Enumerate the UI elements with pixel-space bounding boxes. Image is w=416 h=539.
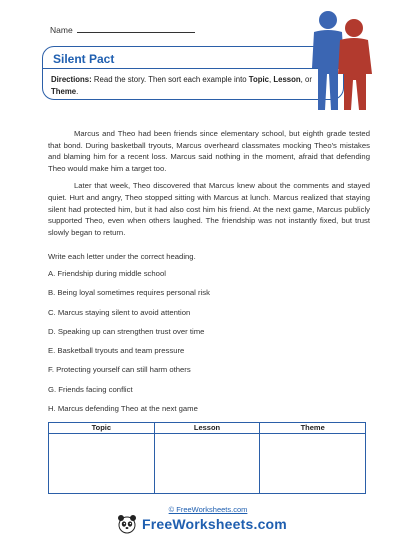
list-item: A. Friendship during middle school <box>48 269 166 278</box>
story-paragraph: Marcus and Theo had been friends since elementary school, but eighth grade tested that bond. During basketball tryouts, Marcus overheard classmates mocking Theo's mistakes and blaming him for a recent loss. Marcus said nothing in the moment, afraid that defending Theo would make him a target too. <box>48 129 370 173</box>
term-lesson: Lesson <box>273 75 301 84</box>
term-theme: Theme <box>51 87 77 96</box>
directions-label: Directions: <box>51 75 92 84</box>
red-figure-icon <box>338 19 372 110</box>
topic-column[interactable] <box>49 423 155 493</box>
column-header-theme: Theme <box>260 423 365 434</box>
list-item: E. Basketball tryouts and team pressure <box>48 346 185 356</box>
column-header-topic: Topic <box>49 423 154 434</box>
two-friends-illustration <box>298 8 382 112</box>
lesson-column[interactable] <box>155 423 261 493</box>
list-item: G. Friends facing conflict <box>48 384 133 394</box>
copyright-link[interactable]: © FreeWorksheets.com <box>168 505 248 514</box>
list-item: F. Protecting yourself can still harm others <box>48 365 191 375</box>
column-header-lesson: Lesson <box>155 423 260 434</box>
panda-mascot-icon <box>116 513 138 535</box>
term-topic: Topic <box>248 75 269 84</box>
list-item: D. Speaking up can strengthen trust over time <box>48 326 205 336</box>
name-label: Name <box>50 25 73 35</box>
story-paragraph: Later that week, Theo discovered that Marcus knew about the comments and stayed quiet. Hurt and angry, Theo stopped sitting with Marcus at lunch. Marcus realized that staying silent had protected him, but it had also cost him his friend. At the next game, Marcus publicly supported Theo, even when others laughed. The friendship was not instantly fixed, but trust slowly began to return. <box>48 181 370 237</box>
brand-logo <box>116 513 287 535</box>
brand-name: FreeWorksheets.com <box>142 516 287 532</box>
example-list <box>48 268 210 422</box>
story-text <box>48 128 370 244</box>
list-item: C. Marcus staying silent to avoid attention <box>48 307 191 317</box>
sorting-instruction: Write each letter under the correct heading. <box>48 252 196 261</box>
theme-column[interactable] <box>260 423 365 493</box>
worksheet-title: Silent Pact <box>53 52 115 66</box>
name-field-row <box>50 24 195 35</box>
list-item: H. Marcus defending Theo at the next game <box>48 404 198 414</box>
sorting-table <box>48 422 366 494</box>
name-blank-line[interactable] <box>77 24 195 33</box>
directions-body: Read the story. Then sort each example into <box>93 75 247 84</box>
list-item: B. Being loyal sometimes requires personal risk <box>48 288 210 298</box>
directions-text: Directions: Read the story. Then sort each example into Topic, Lesson, or Theme. <box>51 75 312 96</box>
